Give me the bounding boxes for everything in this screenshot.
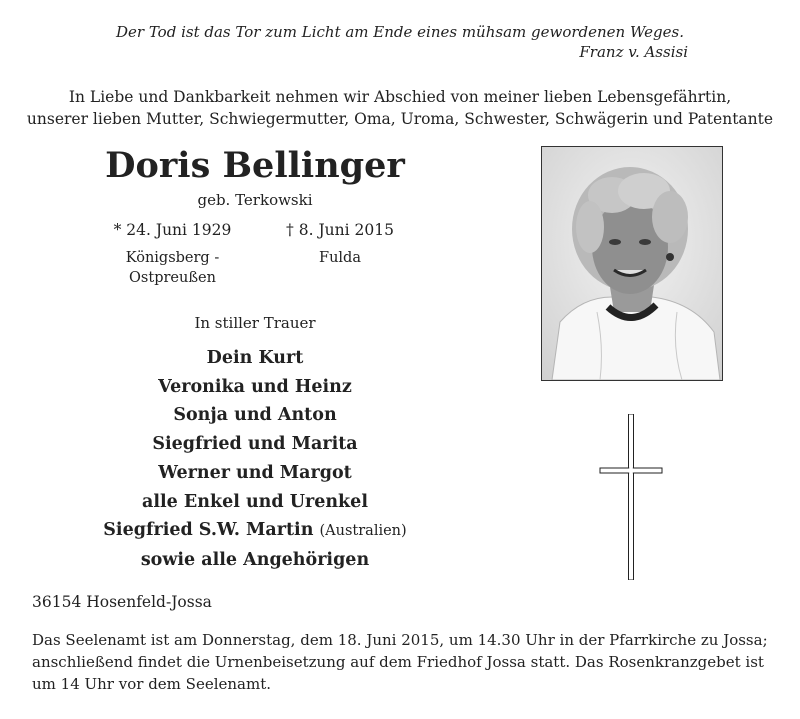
deceased-name: Doris Bellinger xyxy=(105,145,405,186)
mourner-note: (Australien) xyxy=(319,523,407,540)
quote-author: Franz v. Assisi xyxy=(579,43,688,61)
mourning-label: In stiller Trauer xyxy=(194,314,316,332)
service-notice-line-3: um 14 Uhr vor dem Seelenamt. xyxy=(32,675,271,693)
birth-date: * 24. Juni 1929 xyxy=(113,221,232,239)
mourner-item: Dein Kurt xyxy=(206,348,304,368)
birth-place-line-1: Königsberg - xyxy=(125,250,220,266)
intro-line-1: In Liebe und Dankbarkeit nehmen wir Abschied von meiner lieben Lebensgefährtin, xyxy=(68,88,732,106)
birth-place xyxy=(90,248,255,288)
mourner-item: Sonja und Anton xyxy=(173,405,337,426)
mourner-item: Werner und Margot xyxy=(158,462,352,483)
intro-line-2: unserer lieben Mutter, Schwiegermutter, Oma, Uroma, Schwester, Schwägerin und Patentante xyxy=(26,110,774,128)
mourner-item-with-note xyxy=(60,516,450,546)
mourner-item: sowie alle Angehörigen xyxy=(140,549,370,570)
death-date: † 8. Juni 2015 xyxy=(286,221,394,239)
mourner-item: Siegfried und Marita xyxy=(152,434,358,455)
portrait-photo xyxy=(541,146,723,381)
service-notice-line-1: Das Seelenamt ist am Donnerstag, dem 18. Juni 2015, um 14.30 Uhr in der Pfarrkirche zu Jossa; xyxy=(32,631,768,649)
portrait-image xyxy=(542,147,722,380)
address: 36154 Hosenfeld-Jossa xyxy=(32,593,212,611)
cross-icon xyxy=(596,414,666,580)
quote-text: Der Tod ist das Tor zum Licht am Ende eines mühsam gewordenen Weges. xyxy=(116,23,684,41)
birth-name: geb. Terkowski xyxy=(197,191,313,209)
mourner-list xyxy=(60,344,450,575)
service-notice xyxy=(32,629,772,695)
mourner-name: Siegfried S.W. Martin xyxy=(103,520,314,541)
birth-place-line-2: Ostpreußen xyxy=(129,270,216,286)
intro-text xyxy=(0,86,800,130)
death-place: Fulda xyxy=(319,250,361,266)
mourner-item: Veronika und Heinz xyxy=(158,376,352,397)
service-notice-line-2: anschließend findet die Urnenbeisetzung auf dem Friedhof Jossa statt. Das Rosenkranzgebet ist xyxy=(32,653,764,671)
mourner-item: alle Enkel und Urenkel xyxy=(142,491,368,512)
